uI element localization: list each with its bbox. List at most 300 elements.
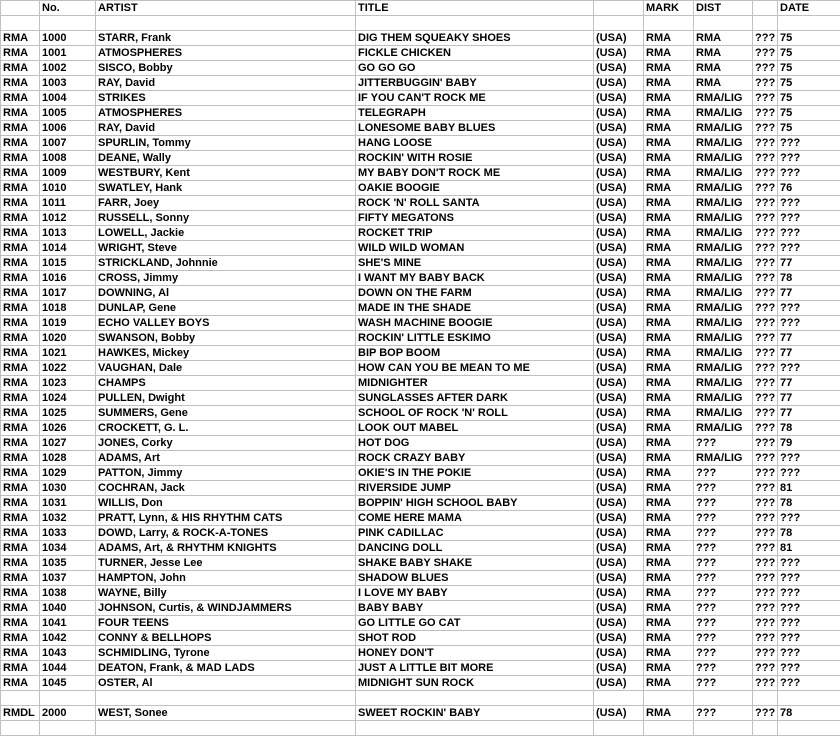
- cell-country: (USA): [594, 226, 644, 241]
- cell-date: 77: [778, 256, 840, 271]
- cell-unknown: ???: [753, 151, 778, 166]
- cell-no: 1009: [40, 166, 96, 181]
- cell-dist: ???: [694, 586, 753, 601]
- cell-country: (USA): [594, 121, 644, 136]
- cell-unknown: ???: [753, 376, 778, 391]
- cell-label: RMA: [1, 61, 40, 76]
- cell-country: (USA): [594, 136, 644, 151]
- cell-no: 1037: [40, 571, 96, 586]
- cell-no: 1010: [40, 181, 96, 196]
- cell-date: ???: [778, 166, 840, 181]
- cell-no: 1016: [40, 271, 96, 286]
- table-row: [1, 136, 840, 151]
- cell-unknown: ???: [753, 286, 778, 301]
- cell-country: (USA): [594, 466, 644, 481]
- cell-country: (USA): [594, 316, 644, 331]
- cell-title: SUNGLASSES AFTER DARK: [356, 391, 594, 406]
- cell-date: 77: [778, 391, 840, 406]
- cell-mark: RMA: [644, 91, 694, 106]
- table-row: [1, 181, 840, 196]
- cell-country: (USA): [594, 481, 644, 496]
- cell-date: ???: [778, 631, 840, 646]
- cell-mark: RMA: [644, 316, 694, 331]
- cell-unknown: [753, 721, 778, 736]
- cell-unknown: ???: [753, 361, 778, 376]
- cell-label: [1, 721, 40, 736]
- cell-title: DOWN ON THE FARM: [356, 286, 594, 301]
- cell-mark: RMA: [644, 496, 694, 511]
- cell-unknown: ???: [753, 661, 778, 676]
- cell-dist: ???: [694, 466, 753, 481]
- cell-title: RIVERSIDE JUMP: [356, 481, 594, 496]
- table-row: [1, 466, 840, 481]
- table-row: [1, 676, 840, 691]
- cell-unknown: ???: [753, 451, 778, 466]
- cell-dist: RMA/LIG: [694, 121, 753, 136]
- cell-unknown: ???: [753, 601, 778, 616]
- cell-artist: HAMPTON, John: [96, 571, 356, 586]
- table-row: [1, 391, 840, 406]
- cell-artist: ADAMS, Art, & RHYTHM KNIGHTS: [96, 541, 356, 556]
- cell-dist: ???: [694, 616, 753, 631]
- cell-mark: [644, 16, 694, 31]
- cell-label: RMA: [1, 91, 40, 106]
- cell-no: 1001: [40, 46, 96, 61]
- cell-dist: [694, 16, 753, 31]
- cell-title: DIG THEM SQUEAKY SHOES: [356, 31, 594, 46]
- cell-artist: VAUGHAN, Dale: [96, 361, 356, 376]
- cell-title: I LOVE MY BABY: [356, 586, 594, 601]
- table-row: [1, 556, 840, 571]
- cell-title: BABY BABY: [356, 601, 594, 616]
- cell-date: 79: [778, 436, 840, 451]
- cell-mark: RMA: [644, 31, 694, 46]
- cell-label: RMA: [1, 436, 40, 451]
- table-row: [1, 46, 840, 61]
- empty-row: [1, 691, 840, 706]
- cell-label: RMA: [1, 391, 40, 406]
- cell-country: [594, 721, 644, 736]
- cell-country: [594, 691, 644, 706]
- cell-country: (USA): [594, 331, 644, 346]
- cell-title: SHADOW BLUES: [356, 571, 594, 586]
- cell-artist: CROSS, Jimmy: [96, 271, 356, 286]
- cell-artist: ADAMS, Art: [96, 451, 356, 466]
- cell-title: [356, 16, 594, 31]
- cell-date: 78: [778, 271, 840, 286]
- cell-no: 1014: [40, 241, 96, 256]
- cell-title: ROCK CRAZY BABY: [356, 451, 594, 466]
- cell-unknown: [753, 16, 778, 31]
- cell-mark: RMA: [644, 436, 694, 451]
- cell-title: IF YOU CAN'T ROCK ME: [356, 91, 594, 106]
- table-row: [1, 241, 840, 256]
- cell-artist: PRATT, Lynn, & HIS RHYTHM CATS: [96, 511, 356, 526]
- cell-title: MADE IN THE SHADE: [356, 301, 594, 316]
- cell-title: [356, 721, 594, 736]
- cell-title: SHAKE BABY SHAKE: [356, 556, 594, 571]
- table-row: [1, 31, 840, 46]
- cell-label: RMA: [1, 631, 40, 646]
- cell-title: OAKIE BOOGIE: [356, 181, 594, 196]
- cell-title: DANCING DOLL: [356, 541, 594, 556]
- cell-unknown: ???: [753, 31, 778, 46]
- cell-title: SHE'S MINE: [356, 256, 594, 271]
- table-row: [1, 481, 840, 496]
- table-body: [1, 16, 840, 736]
- cell-date: ???: [778, 586, 840, 601]
- cell-title: COME HERE MAMA: [356, 511, 594, 526]
- cell-artist: WAYNE, Billy: [96, 586, 356, 601]
- cell-no: 1030: [40, 481, 96, 496]
- cell-artist: SISCO, Bobby: [96, 61, 356, 76]
- cell-mark: RMA: [644, 601, 694, 616]
- table-row: [1, 541, 840, 556]
- cell-no: 1029: [40, 466, 96, 481]
- table-row: [1, 616, 840, 631]
- cell-date: [778, 721, 840, 736]
- cell-country: (USA): [594, 286, 644, 301]
- cell-no: 1034: [40, 541, 96, 556]
- cell-title: BIP BOP BOOM: [356, 346, 594, 361]
- cell-country: (USA): [594, 706, 644, 721]
- cell-artist: SCHMIDLING, Tyrone: [96, 646, 356, 661]
- cell-label: RMA: [1, 541, 40, 556]
- cell-unknown: ???: [753, 331, 778, 346]
- cell-label: RMA: [1, 526, 40, 541]
- cell-title: [356, 691, 594, 706]
- cell-mark: RMA: [644, 406, 694, 421]
- column-header-label: [1, 1, 40, 16]
- cell-unknown: ???: [753, 556, 778, 571]
- cell-mark: RMA: [644, 526, 694, 541]
- cell-title: LOOK OUT MABEL: [356, 421, 594, 436]
- cell-country: (USA): [594, 106, 644, 121]
- cell-artist: TURNER, Jesse Lee: [96, 556, 356, 571]
- column-header-dist: DIST: [694, 1, 753, 16]
- table-row: [1, 586, 840, 601]
- cell-label: RMA: [1, 601, 40, 616]
- cell-unknown: ???: [753, 91, 778, 106]
- cell-no: [40, 721, 96, 736]
- cell-dist: ???: [694, 556, 753, 571]
- cell-unknown: [753, 691, 778, 706]
- cell-no: 1008: [40, 151, 96, 166]
- cell-country: (USA): [594, 91, 644, 106]
- cell-artist: WESTBURY, Kent: [96, 166, 356, 181]
- cell-no: 1020: [40, 331, 96, 346]
- cell-dist: ???: [694, 676, 753, 691]
- cell-dist: ???: [694, 601, 753, 616]
- cell-artist: RAY, David: [96, 76, 356, 91]
- cell-dist: ???: [694, 661, 753, 676]
- table-row: [1, 196, 840, 211]
- cell-artist: CONNY & BELLHOPS: [96, 631, 356, 646]
- cell-no: 1002: [40, 61, 96, 76]
- cell-dist: RMA/LIG: [694, 376, 753, 391]
- cell-country: (USA): [594, 676, 644, 691]
- cell-date: 78: [778, 526, 840, 541]
- cell-dist: RMA/LIG: [694, 271, 753, 286]
- cell-artist: LOWELL, Jackie: [96, 226, 356, 241]
- cell-country: (USA): [594, 256, 644, 271]
- cell-label: RMA: [1, 556, 40, 571]
- cell-unknown: ???: [753, 121, 778, 136]
- cell-date: 78: [778, 421, 840, 436]
- cell-country: (USA): [594, 166, 644, 181]
- cell-date: [778, 16, 840, 31]
- cell-no: 1006: [40, 121, 96, 136]
- cell-unknown: ???: [753, 676, 778, 691]
- cell-dist: RMA: [694, 61, 753, 76]
- cell-label: RMA: [1, 196, 40, 211]
- cell-dist: ???: [694, 496, 753, 511]
- table-row: [1, 331, 840, 346]
- cell-unknown: ???: [753, 706, 778, 721]
- cell-no: 1044: [40, 661, 96, 676]
- cell-mark: RMA: [644, 181, 694, 196]
- cell-date: ???: [778, 301, 840, 316]
- cell-mark: RMA: [644, 46, 694, 61]
- cell-date: 78: [778, 496, 840, 511]
- cell-dist: RMA: [694, 76, 753, 91]
- cell-title: HOT DOG: [356, 436, 594, 451]
- cell-title: LONESOME BABY BLUES: [356, 121, 594, 136]
- table-row: [1, 451, 840, 466]
- cell-dist: ???: [694, 706, 753, 721]
- cell-artist: STARR, Frank: [96, 31, 356, 46]
- cell-date: 77: [778, 286, 840, 301]
- table-row: [1, 646, 840, 661]
- cell-title: SHOT ROD: [356, 631, 594, 646]
- cell-date: ???: [778, 601, 840, 616]
- column-header-artist: ARTIST: [96, 1, 356, 16]
- cell-date: ???: [778, 646, 840, 661]
- cell-date: 75: [778, 91, 840, 106]
- cell-label: RMA: [1, 166, 40, 181]
- cell-unknown: ???: [753, 136, 778, 151]
- table-row: [1, 601, 840, 616]
- cell-dist: RMA/LIG: [694, 451, 753, 466]
- cell-no: 1007: [40, 136, 96, 151]
- cell-unknown: ???: [753, 316, 778, 331]
- cell-country: (USA): [594, 61, 644, 76]
- cell-no: 1043: [40, 646, 96, 661]
- cell-unknown: ???: [753, 631, 778, 646]
- cell-dist: RMA/LIG: [694, 331, 753, 346]
- cell-label: [1, 16, 40, 31]
- cell-artist: DOWD, Larry, & ROCK-A-TONES: [96, 526, 356, 541]
- table-row: [1, 421, 840, 436]
- cell-mark: [644, 721, 694, 736]
- cell-country: (USA): [594, 601, 644, 616]
- cell-country: (USA): [594, 271, 644, 286]
- cell-unknown: ???: [753, 211, 778, 226]
- table-row: [1, 106, 840, 121]
- cell-date: ???: [778, 241, 840, 256]
- cell-no: 1013: [40, 226, 96, 241]
- cell-date: 75: [778, 121, 840, 136]
- table-row: [1, 631, 840, 646]
- cell-no: 1026: [40, 421, 96, 436]
- cell-label: RMA: [1, 211, 40, 226]
- cell-label: RMA: [1, 181, 40, 196]
- cell-no: 1024: [40, 391, 96, 406]
- cell-artist: CHAMPS: [96, 376, 356, 391]
- cell-dist: RMA/LIG: [694, 151, 753, 166]
- cell-no: 1041: [40, 616, 96, 631]
- table-row: [1, 571, 840, 586]
- table-row: [1, 271, 840, 286]
- cell-artist: COCHRAN, Jack: [96, 481, 356, 496]
- cell-no: 1023: [40, 376, 96, 391]
- table-row: [1, 346, 840, 361]
- cell-country: (USA): [594, 391, 644, 406]
- cell-date: 81: [778, 481, 840, 496]
- cell-date: ???: [778, 511, 840, 526]
- cell-artist: SWANSON, Bobby: [96, 331, 356, 346]
- cell-title: PINK CADILLAC: [356, 526, 594, 541]
- cell-unknown: ???: [753, 646, 778, 661]
- cell-mark: RMA: [644, 616, 694, 631]
- cell-no: 2000: [40, 706, 96, 721]
- cell-artist: OSTER, Al: [96, 676, 356, 691]
- cell-artist: HAWKES, Mickey: [96, 346, 356, 361]
- cell-country: (USA): [594, 196, 644, 211]
- cell-title: GO LITTLE GO CAT: [356, 616, 594, 631]
- cell-date: ???: [778, 136, 840, 151]
- cell-date: ???: [778, 676, 840, 691]
- cell-title: JITTERBUGGIN' BABY: [356, 76, 594, 91]
- cell-country: (USA): [594, 526, 644, 541]
- table-row: [1, 661, 840, 676]
- cell-country: (USA): [594, 31, 644, 46]
- cell-artist: DEANE, Wally: [96, 151, 356, 166]
- cell-title: FIFTY MEGATONS: [356, 211, 594, 226]
- table-row: [1, 91, 840, 106]
- cell-artist: DEATON, Frank, & MAD LADS: [96, 661, 356, 676]
- cell-label: RMA: [1, 106, 40, 121]
- cell-unknown: ???: [753, 616, 778, 631]
- cell-mark: RMA: [644, 556, 694, 571]
- cell-mark: RMA: [644, 346, 694, 361]
- cell-date: ???: [778, 466, 840, 481]
- cell-title: MIDNIGHTER: [356, 376, 594, 391]
- cell-unknown: ???: [753, 241, 778, 256]
- cell-date: 76: [778, 181, 840, 196]
- cell-title: OKIE'S IN THE POKIE: [356, 466, 594, 481]
- cell-dist: RMA/LIG: [694, 421, 753, 436]
- cell-no: 1021: [40, 346, 96, 361]
- cell-unknown: ???: [753, 61, 778, 76]
- cell-country: (USA): [594, 616, 644, 631]
- cell-artist: STRIKES: [96, 91, 356, 106]
- cell-unknown: ???: [753, 271, 778, 286]
- cell-label: RMA: [1, 226, 40, 241]
- cell-mark: RMA: [644, 676, 694, 691]
- cell-unknown: ???: [753, 391, 778, 406]
- cell-mark: RMA: [644, 706, 694, 721]
- cell-artist: RUSSELL, Sonny: [96, 211, 356, 226]
- cell-date: 75: [778, 61, 840, 76]
- cell-no: 1031: [40, 496, 96, 511]
- cell-date: ???: [778, 571, 840, 586]
- cell-artist: SUMMERS, Gene: [96, 406, 356, 421]
- cell-unknown: ???: [753, 406, 778, 421]
- cell-unknown: ???: [753, 76, 778, 91]
- cell-no: 1003: [40, 76, 96, 91]
- cell-no: 1040: [40, 601, 96, 616]
- cell-date: 77: [778, 376, 840, 391]
- cell-dist: RMA/LIG: [694, 181, 753, 196]
- cell-unknown: ???: [753, 346, 778, 361]
- cell-date: ???: [778, 661, 840, 676]
- cell-label: RMA: [1, 481, 40, 496]
- cell-no: 1000: [40, 31, 96, 46]
- cell-artist: JONES, Corky: [96, 436, 356, 451]
- cell-label: RMA: [1, 241, 40, 256]
- cell-mark: RMA: [644, 511, 694, 526]
- cell-country: (USA): [594, 241, 644, 256]
- cell-mark: RMA: [644, 391, 694, 406]
- table-row: [1, 526, 840, 541]
- cell-unknown: ???: [753, 466, 778, 481]
- cell-label: RMA: [1, 376, 40, 391]
- cell-title: WILD WILD WOMAN: [356, 241, 594, 256]
- cell-country: (USA): [594, 646, 644, 661]
- cell-label: RMA: [1, 661, 40, 676]
- cell-unknown: ???: [753, 436, 778, 451]
- cell-mark: RMA: [644, 451, 694, 466]
- cell-unknown: ???: [753, 166, 778, 181]
- cell-title: GO GO GO: [356, 61, 594, 76]
- cell-date: ???: [778, 361, 840, 376]
- cell-label: RMA: [1, 46, 40, 61]
- cell-date: 75: [778, 46, 840, 61]
- table-row: [1, 151, 840, 166]
- cell-artist: SPURLIN, Tommy: [96, 136, 356, 151]
- cell-no: 1018: [40, 301, 96, 316]
- table-row: [1, 166, 840, 181]
- cell-mark: RMA: [644, 76, 694, 91]
- cell-label: RMA: [1, 286, 40, 301]
- cell-artist: JOHNSON, Curtis, & WINDJAMMERS: [96, 601, 356, 616]
- cell-dist: ???: [694, 541, 753, 556]
- cell-no: 1045: [40, 676, 96, 691]
- cell-artist: WEST, Sonee: [96, 706, 356, 721]
- cell-mark: RMA: [644, 286, 694, 301]
- cell-no: [40, 691, 96, 706]
- cell-title: HOW CAN YOU BE MEAN TO ME: [356, 361, 594, 376]
- cell-title: SWEET ROCKIN' BABY: [356, 706, 594, 721]
- cell-dist: RMA/LIG: [694, 211, 753, 226]
- cell-artist: CROCKETT, G. L.: [96, 421, 356, 436]
- cell-mark: RMA: [644, 661, 694, 676]
- cell-label: RMA: [1, 76, 40, 91]
- cell-label: RMA: [1, 406, 40, 421]
- cell-date: ???: [778, 616, 840, 631]
- cell-no: 1025: [40, 406, 96, 421]
- cell-unknown: ???: [753, 46, 778, 61]
- cell-mark: RMA: [644, 121, 694, 136]
- cell-country: (USA): [594, 496, 644, 511]
- cell-country: (USA): [594, 511, 644, 526]
- cell-mark: RMA: [644, 541, 694, 556]
- cell-label: [1, 691, 40, 706]
- column-header-title: TITLE: [356, 1, 594, 16]
- cell-no: 1027: [40, 436, 96, 451]
- cell-date: 77: [778, 406, 840, 421]
